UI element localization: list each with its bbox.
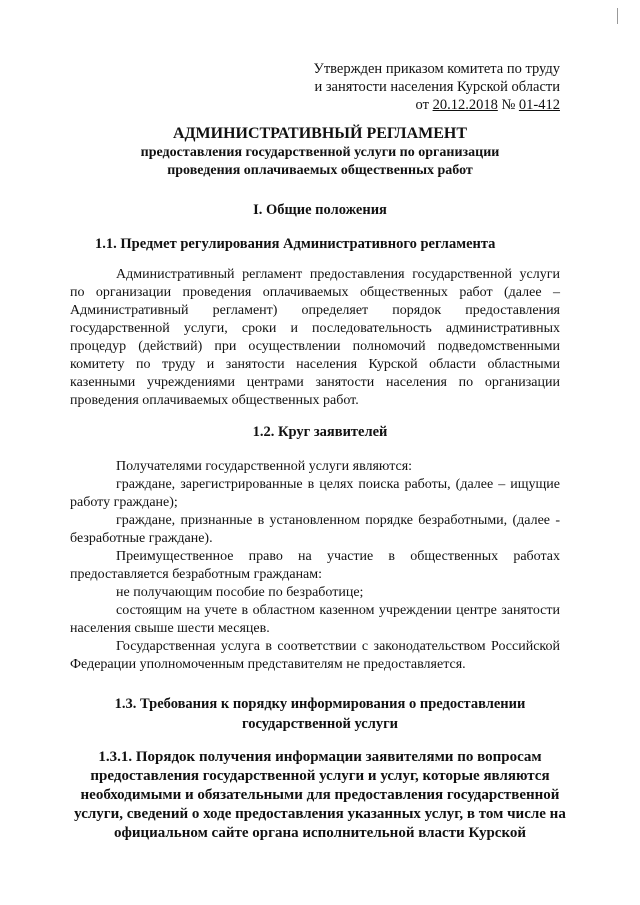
section-1-1-heading: 1.1. Предмет регулирования Административного регламента (95, 236, 496, 252)
paragraph: граждане, признанные в установленном порядке безработными, (далее - безработные граждане). (70, 513, 560, 546)
approval-line-2: и занятости населения Курской области (314, 79, 560, 95)
paragraph: граждане, зарегистрированные в целях поиска работы, (далее – ищущие работу граждане); (70, 477, 560, 510)
paragraph: Преимущественное право на участие в общественных работах предоставляется безработным гражданам: (70, 549, 560, 582)
approval-stamp (260, 60, 560, 114)
approval-line-3 (260, 96, 560, 114)
section-1-heading: I. Общие положения (253, 202, 387, 218)
subtitle-line-2: проведения оплачиваемых общественных работ (167, 163, 473, 178)
subtitle-line-1: предоставления государственной услуги по организации (140, 145, 500, 160)
approval-line-1: Утвержден приказом комитета по труду (313, 61, 560, 77)
section-1-1-text: Административный регламент предоставления государственной услуги по организации проведения оплачиваемых общественных работ (далее – Административный регламент) определяет порядок предоставления государственной услуги, сроки и последовательность административных процедур (действий) при осуществлении полномочий подведомственными комитету по труду и занятости населения Курской области областными казенными учреждениями центрами занятости населения по организации проведения оплачиваемых общественных работ. (70, 267, 560, 408)
section-1-2-body (70, 458, 560, 674)
approval-number: 01-412 (518, 97, 560, 113)
paragraph: Государственная услуга в соответствии с законодательством Российской Федерации уполномоченным представителям не предоставляется. (70, 639, 560, 672)
section-1-1-body (70, 266, 560, 410)
section-1-3-heading-line-2: государственной услуги (241, 716, 399, 732)
section-1-3-heading-line-1: 1.3. Требования к порядку информирования о предоставлении (114, 696, 526, 712)
paragraph: не получающим пособие по безработице; (116, 585, 364, 600)
scan-mark (617, 8, 622, 24)
approval-date: 20.12.2018 (432, 97, 498, 113)
document-subtitle (70, 144, 570, 180)
approval-number-sign: № (497, 97, 519, 113)
section-1-2-heading: 1.2. Круг заявителей (252, 424, 388, 440)
approval-prefix: от (415, 97, 433, 113)
section-1-3-heading (70, 694, 570, 734)
section-1-3-1-heading: 1.3.1. Порядок получения информации заявителями по вопросам предоставления государственной услуги и услуг, которые являются необходимыми и обязательными для предоставления государственной услуги, сведений о ходе предоставления указанных услуг, в том числе на официальном сайте органа исполнительной власти Курской (74, 749, 566, 841)
document-title: АДМИНИСТРАТИВНЫЙ РЕГЛАМЕНТ (172, 125, 468, 142)
paragraph: Получателями государственной услуги являются: (116, 459, 413, 474)
paragraph: состоящим на учете в областном казенном учреждении центре занятости населения свыше шести месяцев. (70, 603, 560, 636)
